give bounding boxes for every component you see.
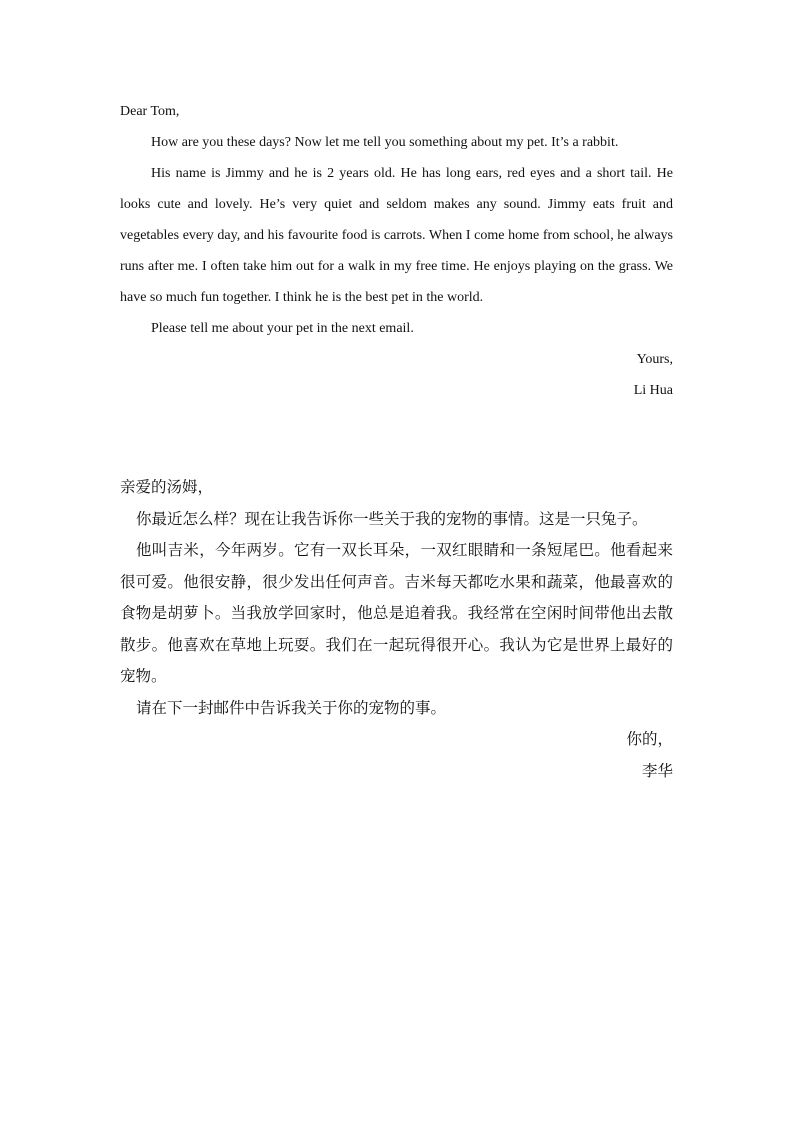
english-paragraph: How are you these days? Now let me tell you something about my pet. It’s a rabbit. [151, 135, 619, 150]
english-paragraph: Please tell me about your pet in the next email. [151, 321, 414, 336]
chinese-paragraph: 他叫吉米，今年两岁。它有一双长耳朵，一双红眼睛和一条短尾巴。他看起来很可爱。他很安静，很少发出任何声音。吉米每天都吃水果和蔬菜，他最喜欢的食物是胡萝卜。当我放学回家时，他总是追着我。我经常在空闲时间带他出去散散步。他喜欢在草地上玩耍。我们在一起玩得很开心。我认为它是世界上最好的宠物。 [120, 541, 673, 685]
chinese-closing: 你的， [626, 730, 673, 748]
english-closing: Yours, [636, 352, 673, 367]
english-salutation: Dear Tom, [120, 104, 180, 119]
chinese-salutation: 亲爱的汤姆， [120, 478, 214, 496]
english-paragraph: His name is Jimmy and he is 2 years old. He has long ears, red eyes and a short tail. He looks cute and lovely. He’s very quiet and seldom makes any sound. Jimmy eats fruit and vegetables every day, and his favourite food is carrots. When I come home from school, he always runs after me. I often take him out for a walk in my free time. He enjoys playing on the grass. We have so much fun together. I think he is the best pet in the world. [120, 166, 673, 305]
english-signature: Li Hua [633, 383, 673, 398]
chinese-paragraph: 你最近怎么样？现在让我告诉你一些关于我的宠物的事情。这是一只兔子。 [136, 509, 648, 528]
chinese-paragraph: 请在下一封邮件中告诉我关于你的宠物的事。 [136, 698, 447, 717]
chinese-translation [120, 472, 673, 787]
english-letter [120, 96, 673, 406]
chinese-signature: 李华 [641, 761, 673, 780]
